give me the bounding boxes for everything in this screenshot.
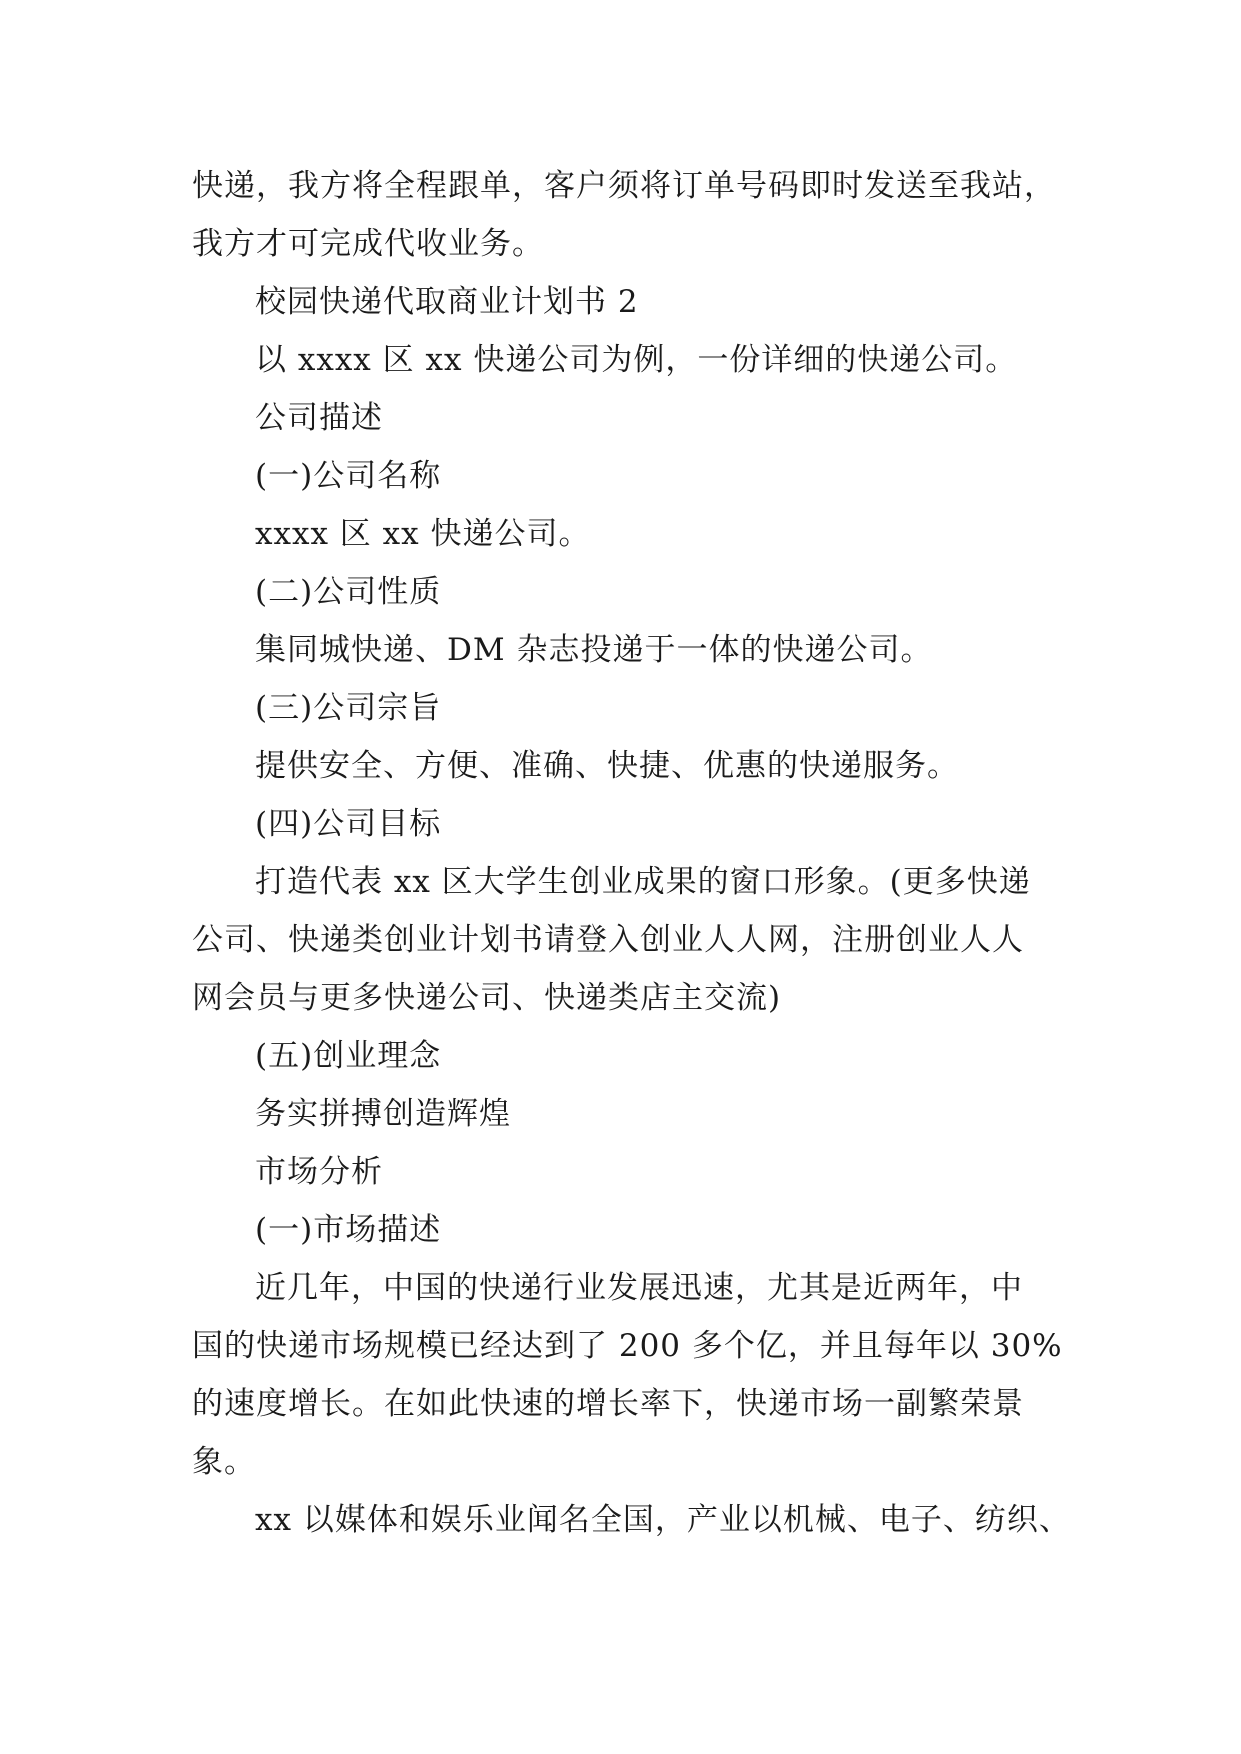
business-philosophy-text: 务实拼搏创造辉煌: [255, 1096, 511, 1132]
subheading-company-nature: (二)公司性质: [255, 574, 442, 610]
company-goal-line-1: 打造代表 xx 区大学生创业成果的窗口形象。(更多快递: [255, 864, 1031, 900]
subheading-company-goal: (四)公司目标: [255, 806, 442, 842]
paragraph-line-2: 我方才可完成代收业务。: [192, 226, 544, 262]
regional-overview-line-1: xx 以媒体和娱乐业闻名全国，产业以机械、电子、纺织、: [255, 1502, 1071, 1538]
company-purpose-text: 提供安全、方便、准确、快捷、优惠的快递服务。: [255, 748, 959, 784]
intro-line: 以 xxxx 区 xx 快递公司为例，一份详细的快递公司。: [255, 342, 1018, 378]
section-title: 校园快递代取商业计划书 2: [255, 284, 639, 320]
subheading-market-description: (一)市场描述: [255, 1212, 442, 1248]
subheading-company-name: (一)公司名称: [255, 458, 442, 494]
market-description-line-1: 近几年，中国的快递行业发展迅速，尤其是近两年，中: [255, 1270, 1023, 1306]
heading-market-analysis: 市场分析: [255, 1154, 383, 1190]
subheading-company-purpose: (三)公司宗旨: [255, 690, 442, 726]
company-nature-text: 集同城快递、DM 杂志投递于一体的快递公司。: [255, 632, 933, 668]
market-description-line-3: 的速度增长。在如此快速的增长率下，快递市场一副繁荣景: [192, 1386, 1024, 1422]
paragraph-line-1: 快递，我方将全程跟单，客户须将订单号码即时发送至我站，: [192, 168, 1056, 204]
company-goal-line-2: 公司、快递类创业计划书请登入创业人人网，注册创业人人: [192, 922, 1024, 958]
market-description-line-4: 象。: [192, 1444, 256, 1480]
company-goal-line-3: 网会员与更多快递公司、快递类店主交流): [192, 980, 782, 1016]
heading-company-description: 公司描述: [255, 400, 383, 436]
company-name-text: xxxx 区 xx 快递公司。: [255, 516, 591, 552]
subheading-business-philosophy: (五)创业理念: [255, 1038, 442, 1074]
market-description-line-2: 国的快递市场规模已经达到了 200 多个亿，并且每年以 30%: [192, 1328, 1063, 1364]
